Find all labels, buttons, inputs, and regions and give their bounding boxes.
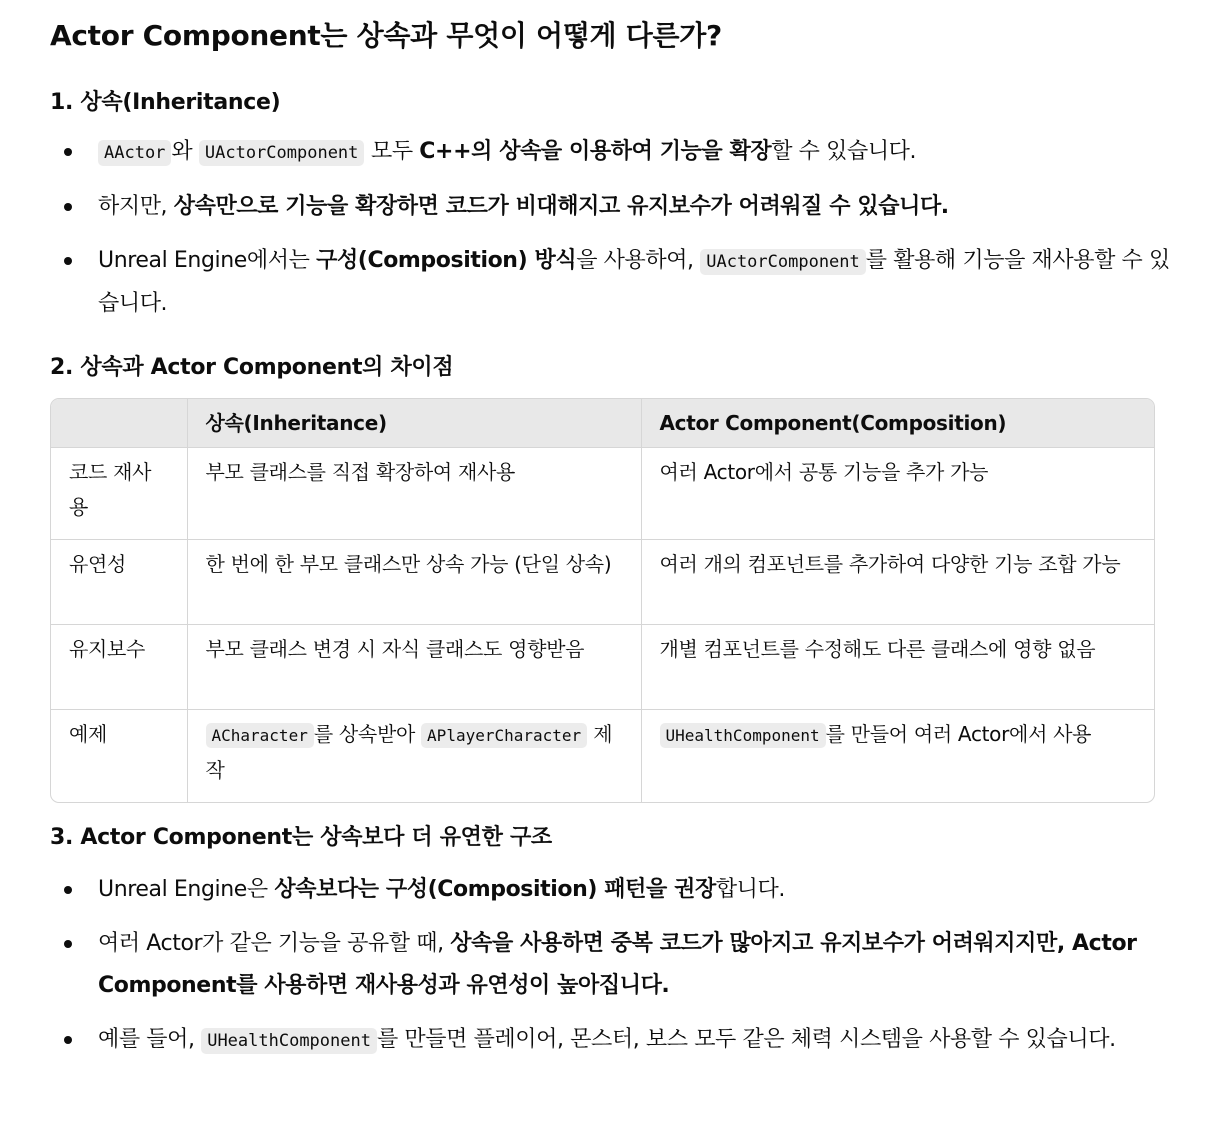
- table-cell: 부모 클래스 변경 시 자식 클래스도 영향받음: [187, 625, 641, 710]
- comparison-table: [50, 398, 1155, 803]
- table-cell: 개별 컴포넌트를 수정해도 다른 클래스에 영향 없음: [641, 625, 1154, 710]
- code-acharacter: ACharacter: [206, 723, 314, 748]
- list-item: 하지만, 상속만으로 기능을 확장하면 코드가 비대해지고 유지보수가 어려워질 수 있습니다.: [50, 186, 1172, 228]
- inheritance-list: [50, 131, 1172, 325]
- table-cell: ACharacter 를 상속받아 APlayerCharacter 제작: [187, 710, 641, 803]
- table-cell: 예제: [51, 710, 187, 803]
- list-item: 예를 들어, UHealthComponent 를 만들면 플레이어, 몬스터, 보스 모두 같은 체력 시스템을 사용할 수 있습니다.: [50, 1019, 1172, 1062]
- section-heading-differences: 2. 상속과 Actor Component의 차이점: [50, 355, 454, 380]
- section-heading-inheritance: 1. 상속(Inheritance): [50, 90, 281, 115]
- table-cell: 여러 Actor에서 공통 기능을 추가 가능: [641, 448, 1154, 540]
- table-cell: 코드 재사용: [51, 448, 187, 540]
- table-cell: 한 번에 한 부모 클래스만 상속 가능 (단일 상속): [187, 540, 641, 625]
- list-item: AActor 와 UActorComponent 모두 C++의 상속을 이용하여 기능을 확장할 수 있습니다.: [50, 131, 1172, 174]
- list-item: Unreal Engine은 상속보다는 구성(Composition) 패턴을 권장합니다.: [50, 869, 1172, 911]
- code-uactorcomponent: UActorComponent: [199, 140, 365, 166]
- code-uhealthcomponent: UHealthComponent: [660, 723, 826, 748]
- table-header-empty: [51, 399, 187, 448]
- table-cell: 유연성: [51, 540, 187, 625]
- table-cell: 여러 개의 컴포넌트를 추가하여 다양한 기능 조합 가능: [641, 540, 1154, 625]
- table-cell: 유지보수: [51, 625, 187, 710]
- table-header-row: [51, 399, 1154, 448]
- table-row: [51, 625, 1154, 710]
- page-title: Actor Component는 상속과 무엇이 어떻게 다른가?: [50, 19, 722, 52]
- table-row: [51, 448, 1154, 540]
- flexibility-list: [50, 869, 1172, 1062]
- code-aactor: AActor: [98, 140, 171, 166]
- table-row: [51, 710, 1154, 803]
- list-item: Unreal Engine에서는 구성(Composition) 방식을 사용하여, UActorComponent 를 활용해 기능을 재사용할 수 있습니다.: [50, 240, 1172, 325]
- section-heading-flexibility: 3. Actor Component는 상속보다 더 유연한 구조: [50, 825, 552, 850]
- table-header-inheritance: 상속(Inheritance): [187, 399, 641, 448]
- code-uactorcomponent: UActorComponent: [700, 249, 866, 275]
- table-header-component: Actor Component(Composition): [641, 399, 1154, 448]
- code-aplayercharacter: APlayerCharacter: [421, 723, 587, 748]
- table-row: [51, 540, 1154, 625]
- list-item: 여러 Actor가 같은 기능을 공유할 때, 상속을 사용하면 중복 코드가 많아지고 유지보수가 어려워지지만, Actor Component를 사용하면 재사용성과 유연성이 높아집니다.: [50, 923, 1172, 1007]
- table-cell: 부모 클래스를 직접 확장하여 재사용: [187, 448, 641, 540]
- code-uhealthcomponent: UHealthComponent: [201, 1028, 377, 1054]
- table-cell: UHealthComponent 를 만들어 여러 Actor에서 사용: [641, 710, 1154, 803]
